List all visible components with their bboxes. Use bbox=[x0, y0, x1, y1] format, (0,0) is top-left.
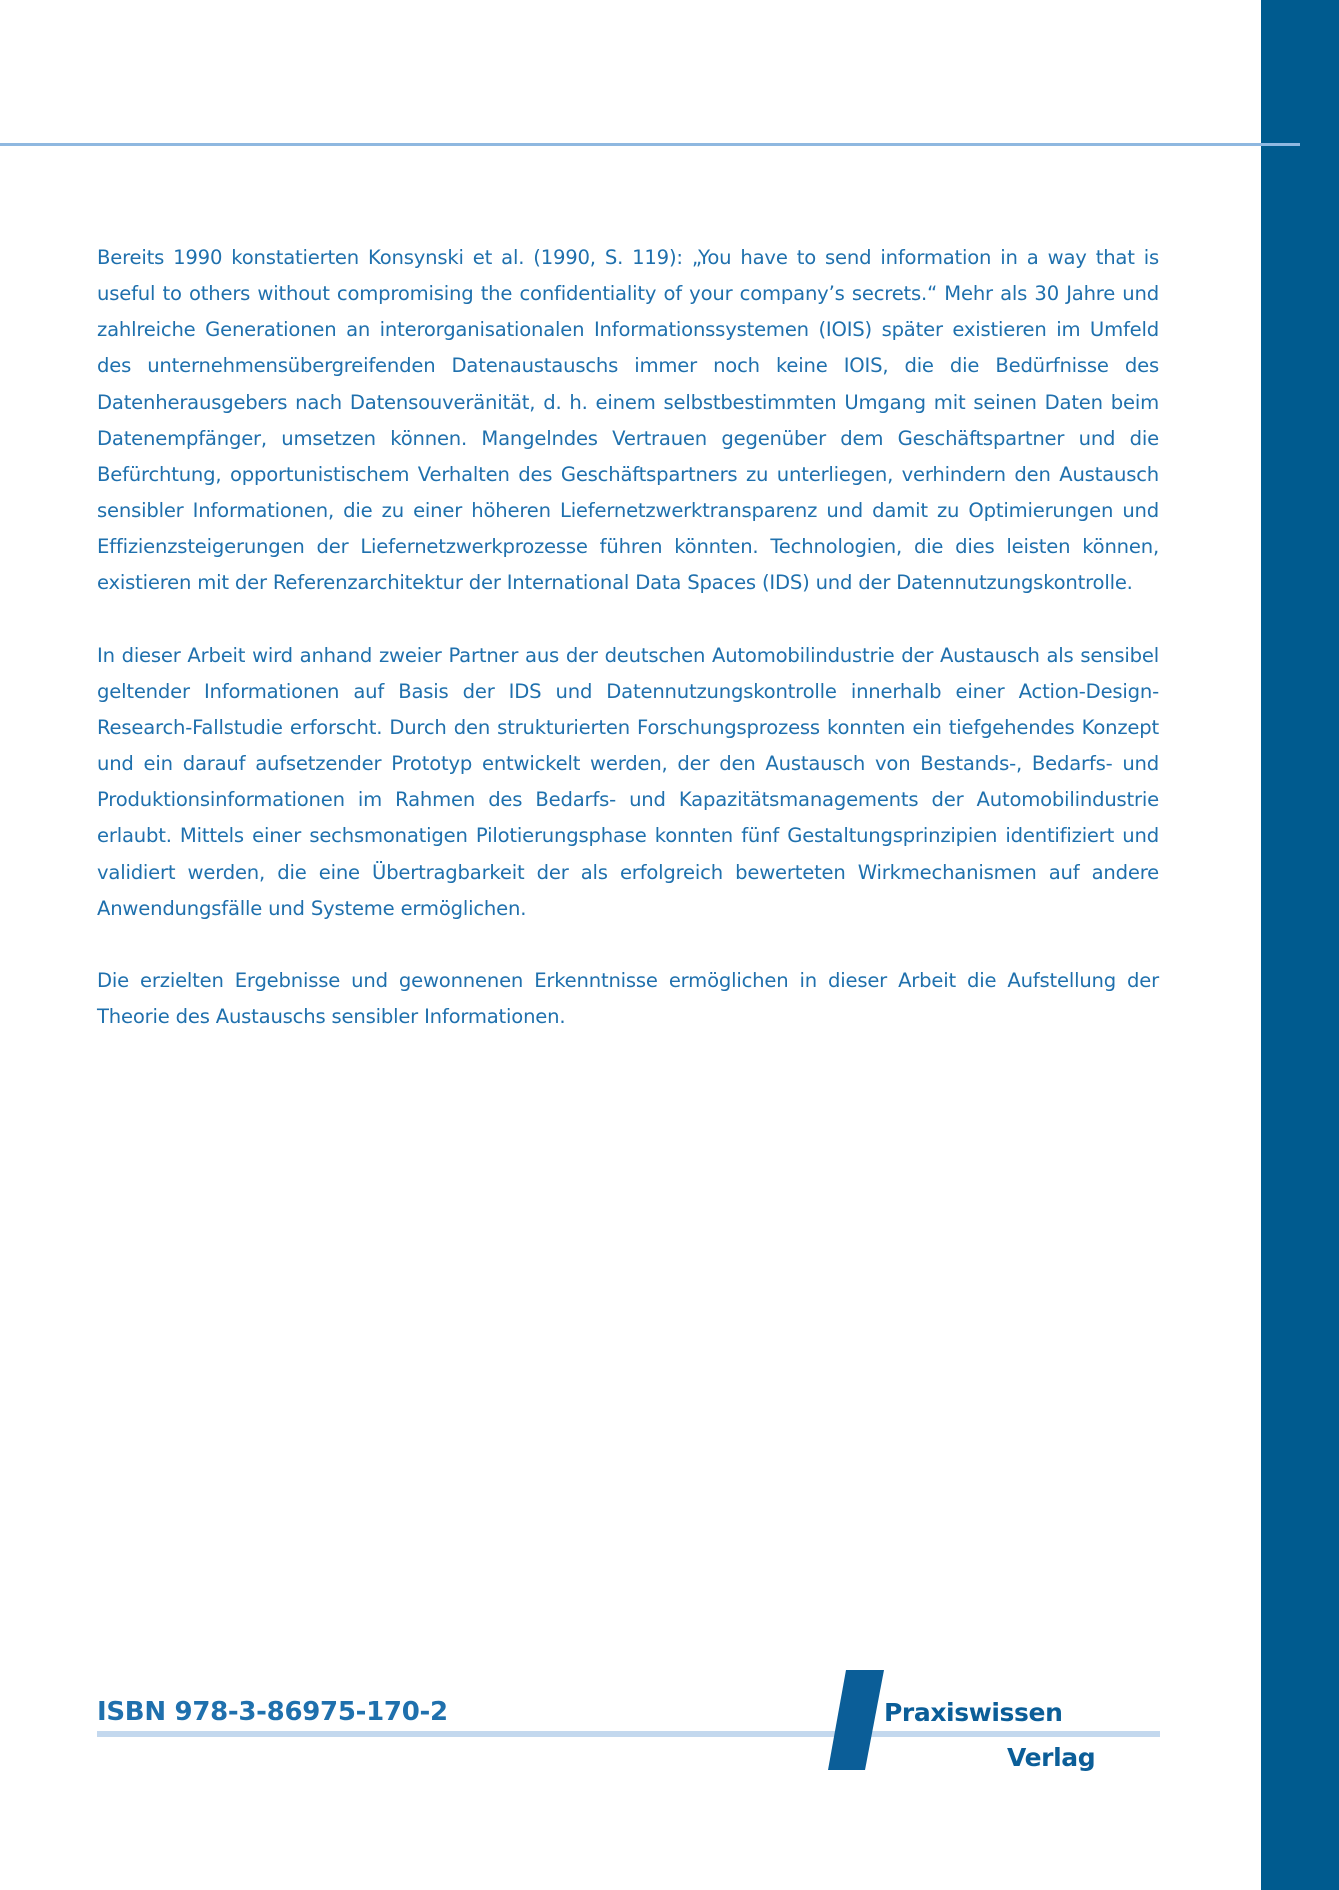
publisher-name-line-2: Verlag bbox=[1007, 1743, 1096, 1772]
top-rule bbox=[0, 143, 1300, 146]
blurb-paragraph-3: Die erzielten Ergebnisse und gewonnenen Erkenntnisse ermöglichen in dieser Arbeit die Aufstellung der Theorie des Austauschs sensibler Informationen. bbox=[97, 969, 1159, 1029]
blurb-paragraph-1: Bereits 1990 konstatierten Konsynski et al. (1990, S. 119): „You have to send information in a way that is useful to others without compromising the confidentiality of your company’s secrets.“ Mehr als 30 Jahre und zahlreiche Generationen an interorganisationalen Informationssystemen (IOIS) später existieren im Umfeld des unternehmensübergreifenden Datenaustauschs immer noch keine IOIS, die die Bedürfnisse des Datenherausgebers nach Datensouveränität, d. h. einem selbstbestimmten Umgang mit seinen Daten beim Datenempfänger, umsetzen können. Mangelndes Vertrauen gegenüber dem Geschäftspartner und die Befürchtung, opportunistischem Verhalten des Geschäftspartners zu unterliegen, verhindern den Austausch sensibler Informationen, die zu einer höheren Liefernetzwerktransparenz und damit zu Optimierungen und Effizienzsteigerungen der Liefernetzwerkprozesse führen könnten. Technologien, die dies leisten können, existieren mit der Referenzarchitektur der International Data Spaces (IDS) und der Datennutzungskontrolle. bbox=[97, 246, 1159, 595]
spine-band bbox=[1261, 0, 1339, 1890]
blurb-text bbox=[97, 240, 1159, 1072]
blurb-paragraph-2: In dieser Arbeit wird anhand zweier Partner aus der deutschen Automobilindustrie der Austausch als sensibel geltender Informationen auf Basis der IDS und Datennutzungskontrolle innerhalb einer Action-Design-Research-Fallstudie erforscht. Durch den strukturierten Forschungsprozess konnten ein tiefgehendes Konzept und ein darauf aufsetzender Prototyp entwickelt werden, der den Austausch von Bestands-, Bedarfs- und Produktionsinformationen im Rahmen des Bedarfs- und Kapazitätsmanagements der Automobilindustrie erlaubt. Mittels einer sechsmonatigen Pilotierungsphase konnten fünf Gestaltungsprinzipien identifiziert und validiert werden, die eine Übertragbarkeit der als erfolgreich bewerteten Wirkmechanismen auf andere Anwendungsfälle und Systeme ermöglichen. bbox=[97, 643, 1159, 920]
publisher-logo-slash-icon bbox=[828, 1670, 884, 1770]
isbn: ISBN 978-3-86975-170-2 bbox=[97, 1697, 448, 1727]
publisher-name-line-1: Praxiswissen bbox=[884, 1698, 1063, 1727]
bottom-rule bbox=[97, 1731, 1160, 1737]
